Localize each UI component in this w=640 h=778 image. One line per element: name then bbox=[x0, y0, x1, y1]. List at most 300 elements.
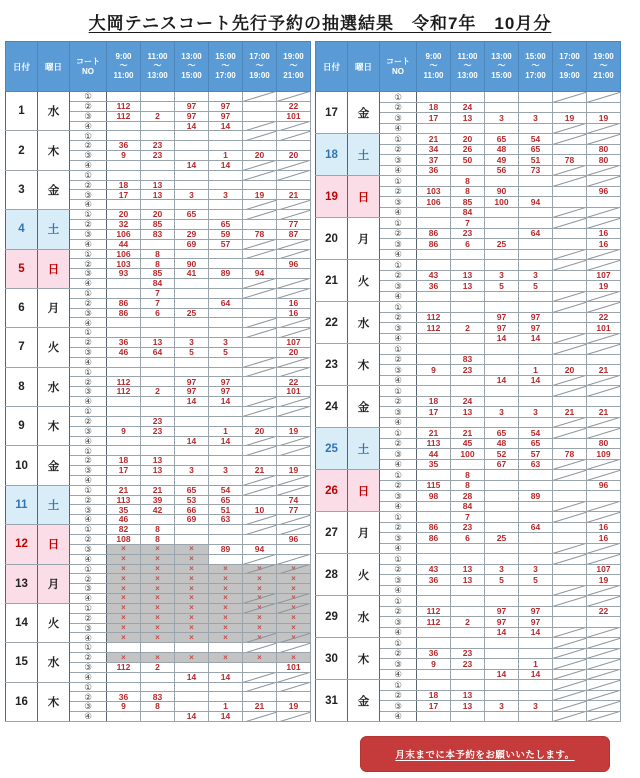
applicant-count-cell: 96 bbox=[277, 259, 311, 269]
applicant-count-cell: 64 bbox=[519, 522, 553, 533]
empty-slot-cell bbox=[175, 200, 209, 210]
closed-slot-cell: × bbox=[175, 603, 209, 613]
unavailable-slot-cell bbox=[243, 515, 277, 525]
empty-slot-cell bbox=[277, 456, 311, 466]
unavailable-slot-cell bbox=[587, 554, 621, 565]
empty-slot-cell bbox=[519, 596, 553, 607]
empty-slot-cell bbox=[209, 131, 243, 141]
empty-slot-cell bbox=[107, 318, 141, 328]
court-number-label: ① bbox=[70, 603, 107, 613]
court-number-label: ① bbox=[70, 131, 107, 141]
header-date: 日付 bbox=[6, 42, 38, 92]
applicant-count-cell: 7 bbox=[141, 298, 175, 308]
applicant-count-cell: 46 bbox=[107, 515, 141, 525]
empty-slot-cell bbox=[519, 480, 553, 491]
applicant-count-cell: 14 bbox=[485, 627, 519, 638]
closed-slot-cell: × bbox=[107, 544, 141, 554]
unavailable-slot-cell bbox=[553, 638, 587, 649]
applicant-count-cell: 9 bbox=[107, 426, 141, 436]
applicant-count-cell: 97 bbox=[209, 377, 243, 387]
applicant-count-cell: 112 bbox=[417, 606, 451, 617]
empty-slot-cell bbox=[175, 367, 209, 377]
applicant-count-cell: 21 bbox=[587, 365, 621, 376]
empty-slot-cell bbox=[175, 219, 209, 229]
applicant-count-cell: 17 bbox=[417, 407, 451, 418]
court-number-label: ③ bbox=[70, 702, 107, 712]
court-row bbox=[6, 564, 311, 574]
court-number-label: ④ bbox=[70, 633, 107, 643]
weekday-cell: 日 bbox=[38, 525, 70, 564]
court-number-label: ③ bbox=[380, 659, 417, 670]
court-number-label: ③ bbox=[380, 407, 417, 418]
empty-slot-cell bbox=[175, 357, 209, 367]
applicant-count-cell: 18 bbox=[107, 456, 141, 466]
applicant-count-cell: 1 bbox=[209, 702, 243, 712]
empty-slot-cell bbox=[553, 281, 587, 292]
applicant-count-cell: 101 bbox=[587, 323, 621, 334]
court-number-label: ② bbox=[70, 613, 107, 623]
empty-slot-cell bbox=[243, 111, 277, 121]
court-number-label: ③ bbox=[70, 151, 107, 161]
applicant-count-cell: 113 bbox=[107, 495, 141, 505]
date-cell: 17 bbox=[316, 92, 348, 134]
court-row bbox=[6, 288, 311, 298]
applicant-count-cell: 74 bbox=[277, 495, 311, 505]
court-number-label: ① bbox=[70, 249, 107, 259]
court-number-label: ② bbox=[70, 534, 107, 544]
applicant-count-cell: 20 bbox=[141, 210, 175, 220]
empty-slot-cell bbox=[519, 291, 553, 302]
empty-slot-cell bbox=[209, 249, 243, 259]
empty-slot-cell bbox=[485, 102, 519, 113]
unavailable-slot-cell bbox=[587, 627, 621, 638]
applicant-count-cell: 23 bbox=[451, 522, 485, 533]
court-number-label: ② bbox=[70, 180, 107, 190]
court-number-label: ① bbox=[380, 176, 417, 187]
court-number-label: ④ bbox=[70, 397, 107, 407]
empty-slot-cell bbox=[417, 92, 451, 103]
applicant-count-cell: 86 bbox=[417, 533, 451, 544]
empty-slot-cell bbox=[451, 302, 485, 313]
applicant-count-cell: 65 bbox=[519, 438, 553, 449]
applicant-count-cell: 2 bbox=[451, 323, 485, 334]
court-number-label: ④ bbox=[70, 554, 107, 564]
unavailable-slot-cell bbox=[243, 367, 277, 377]
empty-slot-cell bbox=[141, 318, 175, 328]
unavailable-slot-cell bbox=[587, 659, 621, 670]
empty-slot-cell bbox=[451, 627, 485, 638]
empty-slot-cell bbox=[451, 260, 485, 271]
empty-slot-cell bbox=[107, 121, 141, 131]
empty-slot-cell bbox=[175, 702, 209, 712]
unavailable-slot-cell bbox=[587, 344, 621, 355]
empty-slot-cell bbox=[141, 131, 175, 141]
applicant-count-cell: 5 bbox=[485, 281, 519, 292]
empty-slot-cell bbox=[519, 711, 553, 722]
empty-slot-cell bbox=[451, 638, 485, 649]
applicant-count-cell: 13 bbox=[451, 407, 485, 418]
date-cell: 25 bbox=[316, 428, 348, 470]
date-cell: 6 bbox=[6, 288, 38, 327]
unavailable-slot-cell bbox=[553, 165, 587, 176]
closed-slot-cell: × bbox=[277, 653, 311, 663]
applicant-count-cell: 85 bbox=[451, 197, 485, 208]
empty-slot-cell bbox=[107, 436, 141, 446]
empty-slot-cell bbox=[243, 298, 277, 308]
empty-slot-cell bbox=[107, 288, 141, 298]
weekday-cell: 日 bbox=[38, 249, 70, 288]
court-number-label: ④ bbox=[70, 279, 107, 289]
empty-slot-cell bbox=[519, 302, 553, 313]
applicant-count-cell: 22 bbox=[587, 312, 621, 323]
empty-slot-cell bbox=[417, 291, 451, 302]
court-number-label: ④ bbox=[380, 543, 417, 554]
court-number-label: ① bbox=[380, 554, 417, 565]
applicant-count-cell: 23 bbox=[451, 648, 485, 659]
applicant-count-cell: 14 bbox=[175, 436, 209, 446]
unavailable-slot-cell bbox=[277, 210, 311, 220]
unavailable-slot-cell bbox=[277, 279, 311, 289]
applicant-count-cell: 20 bbox=[277, 347, 311, 357]
court-number-label: ② bbox=[380, 102, 417, 113]
empty-slot-cell bbox=[107, 416, 141, 426]
applicant-count-cell: 14 bbox=[485, 375, 519, 386]
closed-slot-cell: × bbox=[175, 653, 209, 663]
applicant-count-cell: 5 bbox=[519, 281, 553, 292]
applicant-count-cell: 10 bbox=[243, 505, 277, 515]
applicant-count-cell: 17 bbox=[107, 190, 141, 200]
unavailable-slot-cell bbox=[277, 643, 311, 653]
applicant-count-cell: 66 bbox=[175, 505, 209, 515]
unavailable-slot-cell bbox=[553, 512, 587, 523]
applicant-count-cell: 97 bbox=[209, 111, 243, 121]
applicant-count-cell: 14 bbox=[519, 669, 553, 680]
closed-slot-cell: × bbox=[175, 623, 209, 633]
applicant-count-cell: 20 bbox=[451, 134, 485, 145]
empty-slot-cell bbox=[141, 200, 175, 210]
court-row bbox=[316, 428, 621, 439]
empty-slot-cell bbox=[141, 357, 175, 367]
unavailable-slot-cell bbox=[587, 543, 621, 554]
applicant-count-cell: 24 bbox=[451, 102, 485, 113]
empty-slot-cell bbox=[243, 141, 277, 151]
court-number-label: ① bbox=[70, 367, 107, 377]
schedule-table-days-1-16 bbox=[5, 41, 311, 722]
unavailable-slot-cell bbox=[277, 525, 311, 535]
unavailable-slot-cell bbox=[243, 672, 277, 682]
applicant-count-cell: 48 bbox=[485, 438, 519, 449]
empty-slot-cell bbox=[175, 288, 209, 298]
applicant-count-cell: 112 bbox=[107, 662, 141, 672]
applicant-count-cell: 54 bbox=[519, 134, 553, 145]
empty-slot-cell bbox=[107, 279, 141, 289]
date-cell: 26 bbox=[316, 470, 348, 512]
applicant-count-cell: 85 bbox=[141, 269, 175, 279]
empty-slot-cell bbox=[553, 197, 587, 208]
empty-slot-cell bbox=[209, 692, 243, 702]
applicant-count-cell: 25 bbox=[485, 533, 519, 544]
empty-slot-cell bbox=[485, 365, 519, 376]
empty-slot-cell bbox=[485, 512, 519, 523]
closed-slot-cell: × bbox=[243, 613, 277, 623]
applicant-count-cell: 2 bbox=[451, 617, 485, 628]
applicant-count-cell: 86 bbox=[417, 522, 451, 533]
court-row bbox=[6, 131, 311, 141]
unavailable-slot-cell bbox=[243, 407, 277, 417]
court-number-label: ③ bbox=[70, 387, 107, 397]
unavailable-slot-cell bbox=[553, 134, 587, 145]
unavailable-slot-cell bbox=[587, 459, 621, 470]
court-number-label: ④ bbox=[380, 459, 417, 470]
unavailable-slot-cell bbox=[553, 302, 587, 313]
applicant-count-cell: 112 bbox=[417, 323, 451, 334]
unavailable-slot-cell bbox=[243, 328, 277, 338]
applicant-count-cell: 25 bbox=[485, 239, 519, 250]
court-number-label: ① bbox=[70, 407, 107, 417]
unavailable-slot-cell bbox=[277, 407, 311, 417]
applicant-count-cell: 21 bbox=[417, 134, 451, 145]
unavailable-slot-cell bbox=[277, 170, 311, 180]
unavailable-slot-cell bbox=[553, 386, 587, 397]
court-number-label: ④ bbox=[380, 417, 417, 428]
applicant-count-cell: 96 bbox=[587, 480, 621, 491]
applicant-count-cell: 77 bbox=[277, 505, 311, 515]
empty-slot-cell bbox=[209, 357, 243, 367]
applicant-count-cell: 42 bbox=[141, 505, 175, 515]
closed-slot-cell: × bbox=[277, 623, 311, 633]
applicant-count-cell: 97 bbox=[175, 111, 209, 121]
unavailable-slot-cell bbox=[587, 512, 621, 523]
unavailable-slot-cell bbox=[277, 554, 311, 564]
closed-slot-cell: × bbox=[107, 603, 141, 613]
weekday-cell: 火 bbox=[348, 554, 380, 596]
applicant-count-cell: 3 bbox=[485, 407, 519, 418]
empty-slot-cell bbox=[141, 397, 175, 407]
unavailable-slot-cell bbox=[243, 436, 277, 446]
court-number-label: ① bbox=[380, 596, 417, 607]
unavailable-slot-cell bbox=[587, 207, 621, 218]
empty-slot-cell bbox=[519, 260, 553, 271]
applicant-count-cell: 86 bbox=[417, 239, 451, 250]
empty-slot-cell bbox=[209, 446, 243, 456]
unavailable-slot-cell bbox=[243, 200, 277, 210]
court-number-label: ② bbox=[70, 141, 107, 151]
applicant-count-cell: 97 bbox=[175, 387, 209, 397]
unavailable-slot-cell bbox=[553, 375, 587, 386]
empty-slot-cell bbox=[175, 643, 209, 653]
applicant-count-cell: 84 bbox=[451, 207, 485, 218]
closed-slot-cell: × bbox=[141, 633, 175, 643]
closed-slot-cell: × bbox=[277, 613, 311, 623]
empty-slot-cell bbox=[519, 207, 553, 218]
empty-slot-cell bbox=[587, 102, 621, 113]
applicant-count-cell: 39 bbox=[141, 495, 175, 505]
empty-slot-cell bbox=[209, 318, 243, 328]
empty-slot-cell bbox=[553, 575, 587, 586]
empty-slot-cell bbox=[175, 249, 209, 259]
empty-slot-cell bbox=[485, 554, 519, 565]
empty-slot-cell bbox=[243, 101, 277, 111]
applicant-count-cell: 36 bbox=[417, 165, 451, 176]
court-number-label: ② bbox=[380, 480, 417, 491]
empty-slot-cell bbox=[141, 446, 175, 456]
date-cell: 18 bbox=[316, 134, 348, 176]
court-number-label: ④ bbox=[380, 501, 417, 512]
applicant-count-cell: 59 bbox=[209, 229, 243, 239]
court-number-label: ② bbox=[380, 522, 417, 533]
weekday-cell: 金 bbox=[348, 386, 380, 428]
empty-slot-cell bbox=[553, 270, 587, 281]
unavailable-slot-cell bbox=[587, 690, 621, 701]
court-number-label: ② bbox=[380, 606, 417, 617]
court-number-label: ① bbox=[70, 485, 107, 495]
applicant-count-cell: 65 bbox=[175, 485, 209, 495]
empty-slot-cell bbox=[209, 170, 243, 180]
court-number-label: ① bbox=[70, 525, 107, 535]
date-cell: 4 bbox=[6, 210, 38, 249]
unavailable-slot-cell bbox=[243, 397, 277, 407]
empty-slot-cell bbox=[175, 180, 209, 190]
applicant-count-cell: 80 bbox=[587, 438, 621, 449]
closed-slot-cell: × bbox=[141, 544, 175, 554]
empty-slot-cell bbox=[587, 491, 621, 502]
applicant-count-cell: 13 bbox=[451, 281, 485, 292]
applicant-count-cell: 14 bbox=[209, 436, 243, 446]
applicant-count-cell: 8 bbox=[141, 525, 175, 535]
empty-slot-cell bbox=[209, 180, 243, 190]
applicant-count-cell: 51 bbox=[209, 505, 243, 515]
court-number-label: ③ bbox=[380, 575, 417, 586]
unavailable-slot-cell bbox=[587, 92, 621, 103]
applicant-count-cell: 65 bbox=[485, 428, 519, 439]
empty-slot-cell bbox=[485, 291, 519, 302]
applicant-count-cell: 19 bbox=[587, 575, 621, 586]
applicant-count-cell: 112 bbox=[107, 377, 141, 387]
closed-slot-cell: × bbox=[243, 564, 277, 574]
applicant-count-cell: 106 bbox=[107, 249, 141, 259]
empty-slot-cell bbox=[209, 554, 243, 564]
closed-slot-cell: × bbox=[107, 564, 141, 574]
applicant-count-cell: 103 bbox=[107, 259, 141, 269]
applicant-count-cell: 86 bbox=[107, 308, 141, 318]
unavailable-slot-cell bbox=[587, 260, 621, 271]
applicant-count-cell: 97 bbox=[519, 323, 553, 334]
applicant-count-cell: 90 bbox=[175, 259, 209, 269]
applicant-count-cell: 77 bbox=[277, 219, 311, 229]
empty-slot-cell bbox=[519, 690, 553, 701]
empty-slot-cell bbox=[553, 144, 587, 155]
applicant-count-cell: 19 bbox=[587, 113, 621, 124]
unavailable-slot-cell bbox=[553, 711, 587, 722]
closed-slot-cell: × bbox=[175, 613, 209, 623]
applicant-count-cell: 14 bbox=[209, 121, 243, 131]
court-number-label: ④ bbox=[380, 711, 417, 722]
empty-slot-cell bbox=[587, 617, 621, 628]
empty-slot-cell bbox=[553, 312, 587, 323]
court-number-label: ② bbox=[380, 396, 417, 407]
applicant-count-cell: 21 bbox=[243, 466, 277, 476]
date-cell: 1 bbox=[6, 92, 38, 131]
empty-slot-cell bbox=[485, 711, 519, 722]
table-body bbox=[316, 92, 621, 722]
closed-slot-cell: × bbox=[175, 633, 209, 643]
court-number-label: ① bbox=[70, 643, 107, 653]
empty-slot-cell bbox=[417, 596, 451, 607]
empty-slot-cell bbox=[107, 407, 141, 417]
court-number-label: ③ bbox=[380, 449, 417, 460]
table-header bbox=[316, 42, 621, 92]
empty-slot-cell bbox=[417, 638, 451, 649]
empty-slot-cell bbox=[519, 501, 553, 512]
court-number-label: ② bbox=[380, 270, 417, 281]
applicant-count-cell: 90 bbox=[485, 186, 519, 197]
court-row bbox=[6, 328, 311, 338]
unavailable-slot-cell bbox=[587, 596, 621, 607]
applicant-count-cell: 6 bbox=[141, 308, 175, 318]
applicant-count-cell: 23 bbox=[451, 228, 485, 239]
applicant-count-cell: 16 bbox=[587, 239, 621, 250]
unavailable-slot-cell bbox=[277, 239, 311, 249]
date-cell: 7 bbox=[6, 328, 38, 367]
applicant-count-cell: 89 bbox=[209, 544, 243, 554]
unavailable-slot-cell bbox=[587, 428, 621, 439]
applicant-count-cell: 49 bbox=[485, 155, 519, 166]
weekday-cell: 土 bbox=[348, 134, 380, 176]
court-number-label: ① bbox=[380, 134, 417, 145]
empty-slot-cell bbox=[553, 617, 587, 628]
empty-slot-cell bbox=[209, 288, 243, 298]
unavailable-slot-cell bbox=[243, 279, 277, 289]
applicant-count-cell: 3 bbox=[519, 113, 553, 124]
empty-slot-cell bbox=[553, 533, 587, 544]
closed-slot-cell: × bbox=[209, 603, 243, 613]
empty-slot-cell bbox=[417, 543, 451, 554]
empty-slot-cell bbox=[277, 544, 311, 554]
applicant-count-cell: 87 bbox=[277, 229, 311, 239]
weekday-cell: 土 bbox=[38, 210, 70, 249]
applicant-count-cell: 3 bbox=[485, 113, 519, 124]
court-number-label: ② bbox=[70, 377, 107, 387]
applicant-count-cell: 97 bbox=[519, 312, 553, 323]
empty-slot-cell bbox=[209, 416, 243, 426]
empty-slot-cell bbox=[417, 711, 451, 722]
empty-slot-cell bbox=[519, 680, 553, 691]
unavailable-slot-cell bbox=[587, 333, 621, 344]
applicant-count-cell: 52 bbox=[485, 449, 519, 460]
court-number-label: ② bbox=[70, 101, 107, 111]
empty-slot-cell bbox=[451, 165, 485, 176]
reminder-banner-text: 月末までに本予約をお願いいたします。 bbox=[395, 750, 575, 761]
closed-slot-cell: × bbox=[243, 594, 277, 604]
court-number-label: ① bbox=[380, 302, 417, 313]
empty-slot-cell bbox=[553, 480, 587, 491]
empty-slot-cell bbox=[519, 239, 553, 250]
date-cell: 11 bbox=[6, 485, 38, 524]
empty-slot-cell bbox=[519, 218, 553, 229]
applicant-count-cell: 89 bbox=[209, 269, 243, 279]
unavailable-slot-cell bbox=[587, 375, 621, 386]
header-weekday: 曜日 bbox=[348, 42, 380, 92]
empty-slot-cell bbox=[485, 354, 519, 365]
empty-slot-cell bbox=[209, 279, 243, 289]
unavailable-slot-cell bbox=[587, 249, 621, 260]
unavailable-slot-cell bbox=[587, 134, 621, 145]
closed-slot-cell: × bbox=[141, 653, 175, 663]
applicant-count-cell: 19 bbox=[553, 113, 587, 124]
closed-slot-cell: × bbox=[107, 584, 141, 594]
applicant-count-cell: 14 bbox=[209, 160, 243, 170]
unavailable-slot-cell bbox=[587, 218, 621, 229]
